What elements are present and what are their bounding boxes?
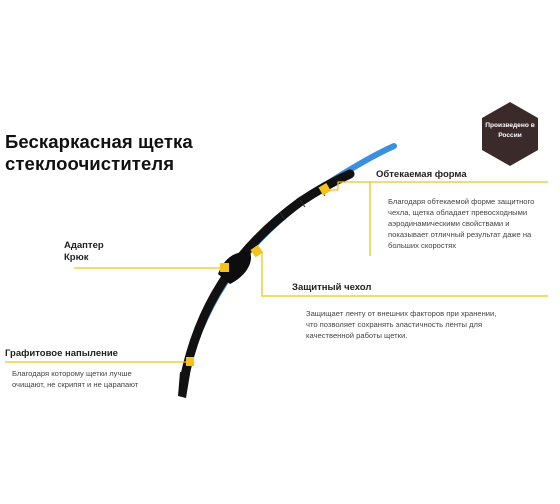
page-title-line-2: стеклоочистителя [5,153,175,174]
aero-description [388,196,534,251]
adapter-line: Адаптер [64,240,104,251]
aero-line: Благодаря обтекаемой форме защитного [388,197,535,206]
leader-cover [256,252,290,296]
graphite-line: очищают, не скрипят и не царапают [12,380,139,389]
aero-title: Обтекаемая форма [376,169,467,180]
marker-adapter [220,263,229,272]
aero-line: показывает отличный результат даже на [388,230,532,239]
cover-description [306,308,496,341]
page-title [5,131,193,175]
page-title-line-1: Бескаркасная щетка [5,131,193,152]
adapter-title [64,240,104,264]
cover-title: Защитный чехол [292,282,372,293]
adapter-line: Крюк [64,252,89,263]
aero-line: больших скоростях [388,241,457,250]
marker-graphite [186,357,194,366]
end-cap [178,372,190,398]
aero-line: чехла, щетка обладает превосходными [388,208,528,217]
graphite-line: Благодаря которому щетки лучше [12,369,132,378]
cover-line: качественной работы щетки. [306,331,408,340]
cover-line: что позволяет сохранять эластичность ленты для [306,320,483,329]
graphite-description [12,368,138,390]
blade-body [184,174,350,380]
graphite-title: Графитовое напыление [5,348,118,359]
aero-line: аэродинамическими свойствами и [388,219,510,228]
badge-text: Произведено в России [485,122,535,139]
cover-line: Защищает ленту от внешних факторов при хранении, [306,309,497,318]
